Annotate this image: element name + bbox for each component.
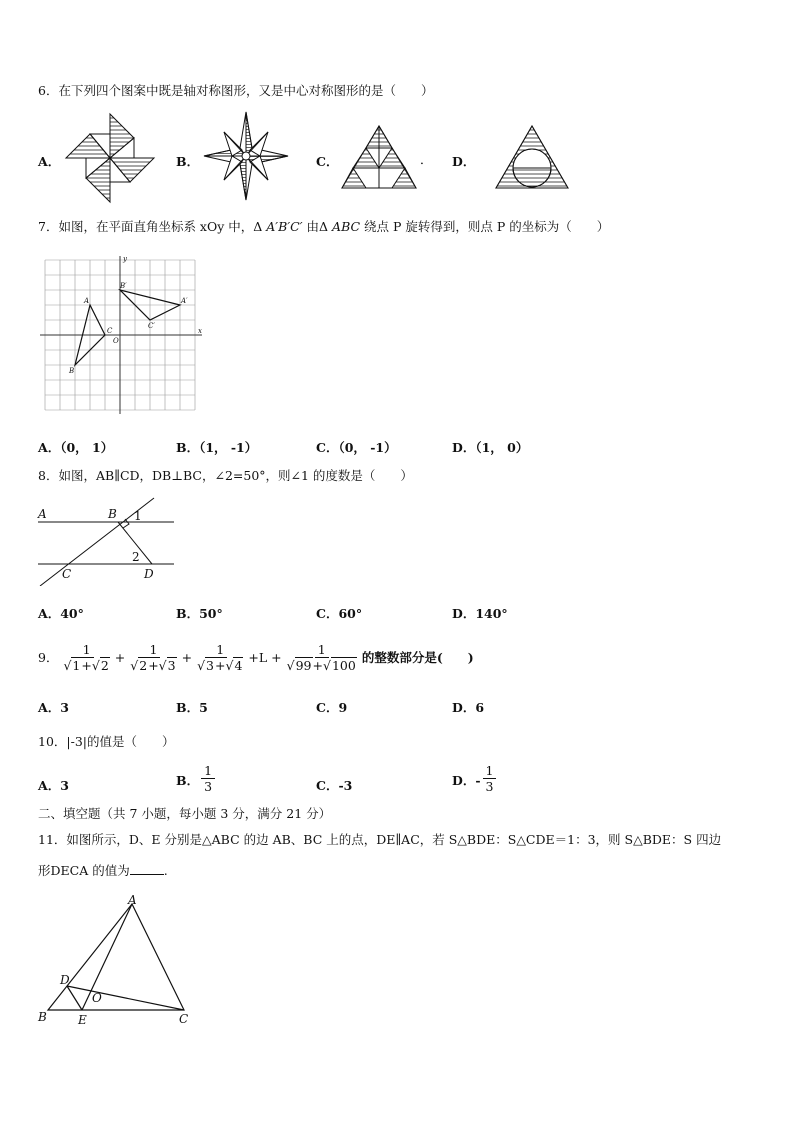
q9-stem-tail: 的整数部分是( ) [361,650,474,665]
section-2-heading: 二、填空题（共 7 小题，每小题 3 分，满分 21 分） [38,806,332,821]
q9-term-3: $\frac{1}{√3+√4}$ [197,641,243,673]
q7-triangle-image: A′B′C′ [266,219,303,234]
q9-option-b[interactable]: B．5 [176,700,208,715]
q7-label-origin: O [113,337,119,345]
q8-label-d: D [144,567,154,581]
q7-option-c[interactable]: C．（0， -1） [316,440,397,455]
q9-number: 9． [38,650,59,665]
q9-term-last: $\frac{1}{√99+√100}$ [286,641,356,673]
q11-label-b: B [38,1010,47,1024]
q7-stem [38,219,609,235]
q7-label-a-prime: A′ [181,297,188,305]
q7-stem-post: 绕点 P 旋转得到，则点 P 的坐标为（ ） [360,219,610,234]
q9-ellipsis: +L + [248,650,282,665]
q7-label-x-axis: x [198,327,202,335]
q6-option-d-label: D． [452,154,476,169]
q8-option-c[interactable]: C．60° [316,606,363,621]
q6-figure-d-triangle-circle [494,124,570,190]
q7-option-b[interactable]: B．（1， -1） [176,440,258,455]
q6-option-a-label: A． [38,154,61,169]
q9-term-1: $\frac{1}{√1+√2}$ [63,641,109,673]
q8-parallel-lines-figure [34,494,178,586]
q11-answer-blank[interactable] [130,874,164,875]
q7-option-a[interactable]: A．（0， 1） [38,440,114,455]
q10-option-b[interactable]: B． $\frac{1}{3}$ [176,764,217,795]
q8-label-angle-2: 2 [132,550,140,564]
q10-option-c[interactable]: C．-3 [316,778,353,793]
q8-option-b[interactable]: B．50° [176,606,223,621]
q8-label-b: B [108,507,117,521]
q7-coordinate-grid [40,254,210,416]
q11-stem-line-2: 形DECA 的值为 . [38,863,168,878]
q9-stem: 9． $\frac{1}{√1+√2}$ + $\frac{1}{√2+√3}$ + $\frac{1}{√3+√4}$ +L + $\frac{1}{√99+√100}$ 的整数部分是( ) [38,641,474,673]
q11-label-o: O [92,991,102,1005]
q7-label-b-prime: B′ [120,282,127,290]
q11-label-c: C [179,1012,189,1026]
q6-option-c-label: C． [316,154,339,169]
q9-option-a[interactable]: A．3 [38,700,69,715]
q6-figure-b-star [202,110,290,202]
q6-figure-c-triangle [340,124,418,190]
q8-label-angle-1: 1 [134,509,142,523]
q7-triangle-original: ABC [332,219,361,234]
q7-stem-mid: 由Δ [302,219,333,234]
q8-label-c: C [62,567,72,581]
q7-label-c: C [107,327,113,335]
q8-stem: 8．如图，AB∥CD，DB⊥BC，∠2=50°，则∠1 的度数是（ ） [38,468,413,483]
q7-label-y-axis: y [123,255,127,263]
q8-option-a[interactable]: A．40° [38,606,84,621]
q9-option-d[interactable]: D．6 [452,700,485,715]
q10-stem: 10．|-3|的值是（ ） [38,734,175,749]
q11-label-e: E [78,1013,87,1027]
q10-option-d[interactable]: D．- $\frac{1}{3}$ [452,764,498,795]
q8-label-a: A [38,507,47,521]
q7-option-d[interactable]: D．（1， 0） [452,440,529,455]
q11-triangle-figure [34,894,194,1028]
q7-stem-pre: 7．如图，在平面直角坐标系 xOy 中，Δ [38,219,267,234]
q7-label-c-prime: C′ [148,322,155,330]
q11-stem-line-1: 11．如图所示，D、E 分别是△ABC 的边 AB、BC 上的点，DE∥AC，若 S△BDE：S△CDE＝1：3，则 S△BDE：S 四边 [38,832,722,847]
q9-term-2: $\frac{1}{√2+√3}$ [130,641,176,673]
q11-label-a: A [128,894,137,907]
q11-label-d: D [60,973,70,987]
q7-label-a: A [84,297,90,305]
q10-option-a[interactable]: A．3 [38,778,69,793]
q6-stem: 6．在下列四个图案中既是轴对称图形，又是中心对称图形的是（ ） [38,83,434,98]
q7-label-b: B [69,367,75,375]
q6-option-b-label: B． [176,154,200,169]
q6-separator-dot: ． [420,152,433,167]
q8-option-d[interactable]: D．140° [452,606,508,621]
q6-figure-a-pinwheel [64,112,156,204]
q9-option-c[interactable]: C．9 [316,700,348,715]
